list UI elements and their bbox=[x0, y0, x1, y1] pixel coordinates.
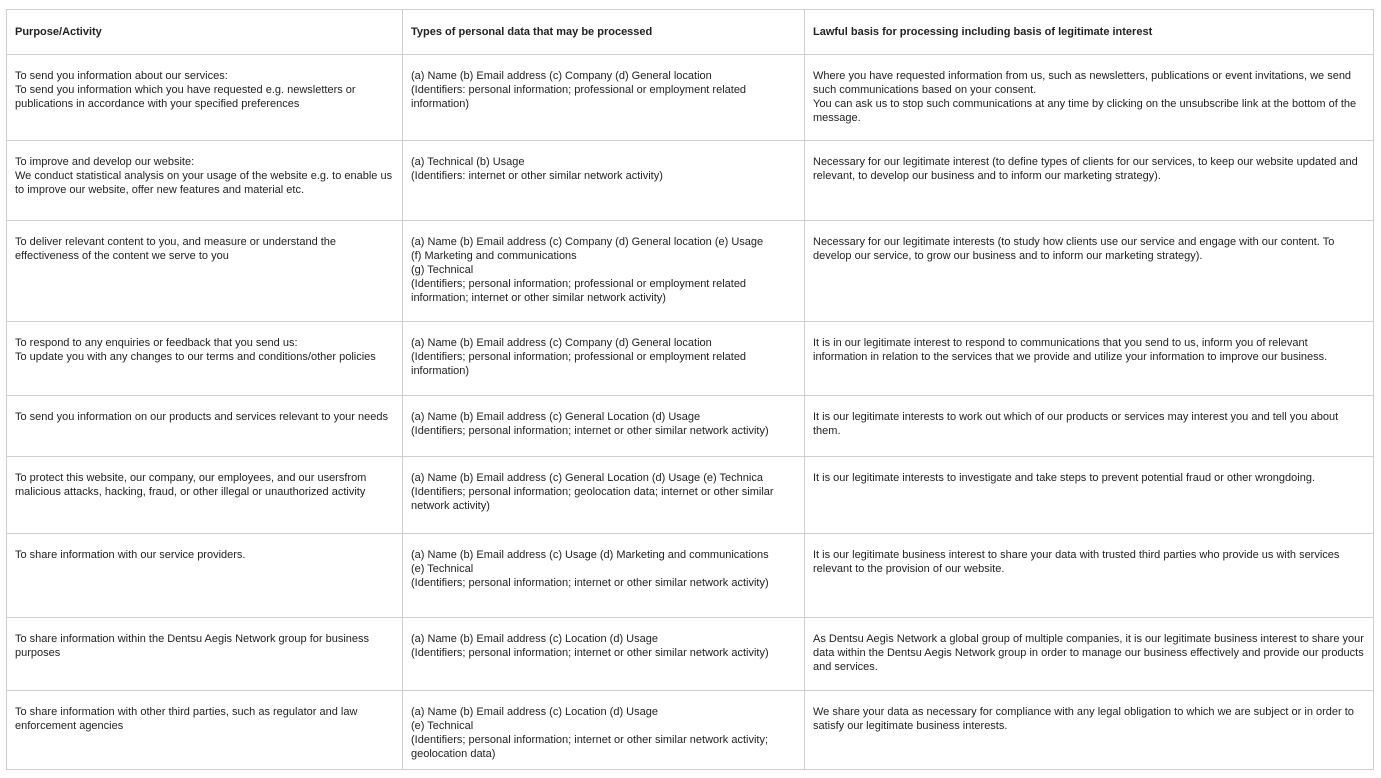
cell-text-line: To send you information on our products and services relevant to your needs bbox=[15, 411, 388, 423]
table-body bbox=[7, 55, 1374, 770]
cell-text-line: (Identifiers; personal information; internet or other similar network activity) bbox=[411, 577, 769, 589]
purpose-cell bbox=[7, 457, 403, 534]
data-types-cell bbox=[403, 396, 805, 457]
cell-text-line: (g) Technical bbox=[411, 264, 474, 276]
data-processing-table bbox=[6, 9, 1374, 770]
cell-text-line: (a) Technical (b) Usage bbox=[411, 156, 525, 168]
cell-text-line: (a) Name (b) Email address (c) Company (d) General location bbox=[411, 70, 712, 82]
header-lawful-basis: Lawful basis for processing including basis of legitimate interest bbox=[805, 10, 1374, 55]
cell-text-line: It is in our legitimate interest to respond to communications that you send to us, inform you of relevant information in relation to the services that we provide and utilize your information to improve our business. bbox=[813, 337, 1328, 363]
cell-text-line: (Identifiers; personal information; internet or other similar network activity) bbox=[411, 425, 769, 437]
cell-text-line: We share your data as necessary for compliance with any legal obligation to which we are subject or in order to satisfy our legitimate business interests. bbox=[813, 706, 1354, 732]
cell-text-line: (f) Marketing and communications bbox=[411, 250, 577, 262]
data-types-cell bbox=[403, 221, 805, 322]
purpose-cell bbox=[7, 141, 403, 221]
cell-text-line: (Identifiers: internet or other similar network activity) bbox=[411, 170, 663, 182]
table-row bbox=[7, 141, 1374, 221]
data-types-cell bbox=[403, 322, 805, 396]
table-header-row bbox=[7, 10, 1374, 55]
cell-text-line: To deliver relevant content to you, and measure or understand the effectiveness of the content we serve to you bbox=[15, 236, 337, 262]
table-row bbox=[7, 396, 1374, 457]
cell-text-line: It is our legitimate interests to investigate and take steps to prevent potential fraud or other wrongdoing. bbox=[813, 472, 1316, 484]
lawful-basis-cell bbox=[805, 691, 1374, 770]
cell-text-line: To share information with our service providers. bbox=[15, 549, 246, 561]
header-purpose-activity: Purpose/Activity bbox=[7, 10, 403, 55]
purpose-cell bbox=[7, 322, 403, 396]
cell-text-line: To send you information which you have requested e.g. newsletters or publications in accordance with your specified preferences bbox=[15, 84, 356, 110]
cell-text-line: To protect this website, our company, our employees, and our usersfrom malicious attacks, hacking, fraud, or other illegal or unauthorized activity bbox=[15, 472, 367, 498]
cell-text-line: (a) Name (b) Email address (c) Company (d) General location bbox=[411, 337, 712, 349]
cell-text-line: (Identifiers; personal information; professional or employment related information; internet or other similar network activity) bbox=[411, 278, 747, 304]
purpose-cell bbox=[7, 221, 403, 322]
cell-text-line: (Identifiers; personal information; internet or other similar network activity; geolocation data) bbox=[411, 734, 769, 760]
lawful-basis-cell bbox=[805, 618, 1374, 691]
table-row bbox=[7, 534, 1374, 618]
cell-text-line: Necessary for our legitimate interests (to study how clients use our service and engage with our content. To develop our service, to grow our business and to inform our marketing strategy). bbox=[813, 236, 1335, 262]
lawful-basis-cell bbox=[805, 55, 1374, 141]
table-row bbox=[7, 221, 1374, 322]
lawful-basis-cell bbox=[805, 457, 1374, 534]
lawful-basis-cell bbox=[805, 221, 1374, 322]
lawful-basis-cell bbox=[805, 322, 1374, 396]
cell-text-line: As Dentsu Aegis Network a global group of multiple companies, it is our legitimate business interest to share your data within the Dentsu Aegis Network group in order to manage our business effectively and provide our products and services. bbox=[813, 633, 1364, 673]
purpose-cell bbox=[7, 396, 403, 457]
cell-text-line: Where you have requested information from us, such as newsletters, publications or event invitations, we send such communications based on your consent. bbox=[813, 70, 1352, 96]
data-types-cell bbox=[403, 55, 805, 141]
cell-text-line: You can ask us to stop such communications at any time by clicking on the unsubscribe link at the bottom of the message. bbox=[813, 98, 1357, 124]
cell-text-line: To share information within the Dentsu Aegis Network group for business purposes bbox=[15, 633, 370, 659]
lawful-basis-cell bbox=[805, 141, 1374, 221]
data-types-cell bbox=[403, 457, 805, 534]
cell-text-line: (a) Name (b) Email address (c) Usage (d) Marketing and communications bbox=[411, 549, 769, 561]
cell-text-line: We conduct statistical analysis on your usage of the website e.g. to enable us to improve our website, offer new features and material etc. bbox=[15, 170, 393, 196]
data-types-cell bbox=[403, 534, 805, 618]
data-types-cell bbox=[403, 141, 805, 221]
cell-text-line: Necessary for our legitimate interest (to define types of clients for our services, to keep our website updated and relevant, to develop our business and to inform our marketing strategy). bbox=[813, 156, 1358, 182]
cell-text-line: (Identifiers; personal information; internet or other similar network activity) bbox=[411, 647, 769, 659]
lawful-basis-cell bbox=[805, 534, 1374, 618]
table-row bbox=[7, 618, 1374, 691]
cell-text-line: (e) Technical bbox=[411, 720, 474, 732]
lawful-basis-cell bbox=[805, 396, 1374, 457]
cell-text-line: (e) Technical bbox=[411, 563, 474, 575]
cell-text-line: To respond to any enquiries or feedback that you send us: bbox=[15, 337, 298, 349]
cell-text-line: To share information with other third parties, such as regulator and law enforcement agencies bbox=[15, 706, 358, 732]
cell-text-line: To send you information about our services: bbox=[15, 70, 228, 82]
table-row bbox=[7, 457, 1374, 534]
cell-text-line: (Identifiers: personal information; professional or employment related information) bbox=[411, 84, 747, 110]
purpose-cell bbox=[7, 618, 403, 691]
cell-text-line: To update you with any changes to our terms and conditions/other policies bbox=[15, 351, 376, 363]
cell-text-line: (Identifiers; personal information; geolocation data; internet or other similar network activity) bbox=[411, 486, 774, 512]
cell-text-line: (a) Name (b) Email address (c) General Location (d) Usage (e) Technica bbox=[411, 472, 763, 484]
cell-text-line: It is our legitimate business interest to share your data with trusted third parties who provide us with services relevant to the provision of our website. bbox=[813, 549, 1340, 575]
table-row bbox=[7, 322, 1374, 396]
cell-text-line: It is our legitimate interests to work out which of our products or services may interest you and tell you about them. bbox=[813, 411, 1339, 437]
header-personal-data-types: Types of personal data that may be processed bbox=[403, 10, 805, 55]
cell-text-line: (a) Name (b) Email address (c) Location (d) Usage bbox=[411, 706, 658, 718]
purpose-cell bbox=[7, 691, 403, 770]
data-types-cell bbox=[403, 618, 805, 691]
cell-text-line: (a) Name (b) Email address (c) Location (d) Usage bbox=[411, 633, 658, 645]
data-types-cell bbox=[403, 691, 805, 770]
table-row bbox=[7, 691, 1374, 770]
cell-text-line: (Identifiers; personal information; professional or employment related information) bbox=[411, 351, 747, 377]
purpose-cell bbox=[7, 55, 403, 141]
purpose-cell bbox=[7, 534, 403, 618]
cell-text-line: (a) Name (b) Email address (c) Company (d) General location (e) Usage bbox=[411, 236, 764, 248]
table-row bbox=[7, 55, 1374, 141]
cell-text-line: (a) Name (b) Email address (c) General Location (d) Usage bbox=[411, 411, 701, 423]
cell-text-line: To improve and develop our website: bbox=[15, 156, 195, 168]
